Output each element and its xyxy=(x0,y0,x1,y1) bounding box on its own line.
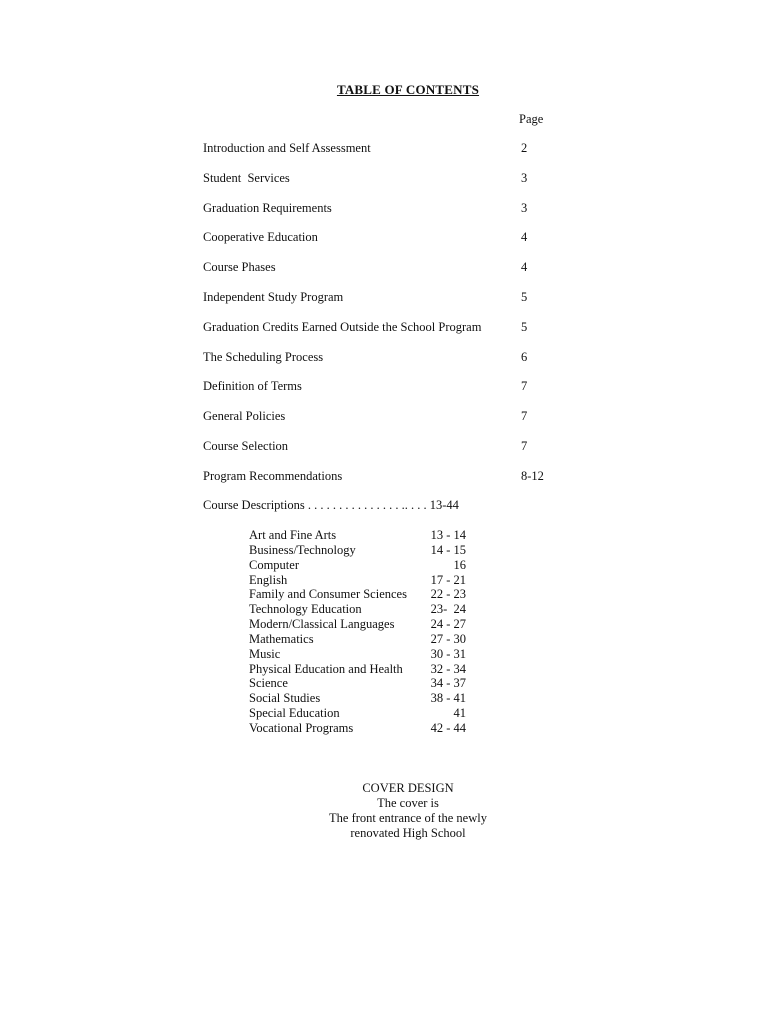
toc-entry xyxy=(203,409,563,439)
course-subject: Vocational Programs xyxy=(249,720,354,735)
course-pages: 30 - 31 xyxy=(430,646,466,661)
toc-entry xyxy=(203,439,563,469)
course-description-item xyxy=(249,558,479,573)
toc-entry-page: 3 xyxy=(521,200,528,215)
course-pages: 13 - 14 xyxy=(430,528,466,542)
course-descriptions-heading: Course Descriptions . . . . . . . . . . . . . . . .. . . . 13-44 xyxy=(203,498,459,512)
course-description-item xyxy=(249,676,479,691)
toc-entry xyxy=(203,379,563,409)
course-subject: Computer xyxy=(249,557,299,572)
course-subject: Mathematics xyxy=(249,631,314,646)
toc-entry-page: 2 xyxy=(521,141,528,155)
toc-entry-title: Graduation Credits Earned Outside the School Program xyxy=(203,319,482,334)
toc-entry xyxy=(203,171,563,201)
toc-entry xyxy=(203,141,563,171)
course-subject: Technology Education xyxy=(249,602,362,617)
toc-entry-title: Course Selection xyxy=(203,438,289,453)
toc-entry xyxy=(203,320,563,350)
toc-list xyxy=(203,141,563,499)
toc-entry-page: 5 xyxy=(521,289,528,304)
toc-entry-title: Cooperative Education xyxy=(203,230,318,245)
cover-design-note xyxy=(0,781,770,841)
course-description-item xyxy=(249,587,479,602)
course-description-item xyxy=(249,602,479,617)
course-description-item xyxy=(249,662,479,677)
course-subject: Science xyxy=(249,676,288,691)
cover-design-line: The front entrance of the newly xyxy=(329,811,487,825)
toc-entry-title: Program Recommendations xyxy=(203,468,343,483)
toc-entry xyxy=(203,230,563,260)
course-subject: Family and Consumer Sciences xyxy=(249,587,407,602)
toc-entry-page: 7 xyxy=(521,438,528,453)
course-subject: Modern/Classical Languages xyxy=(249,617,395,632)
toc-entry-title: Independent Study Program xyxy=(203,289,344,304)
course-pages: 41 xyxy=(453,706,466,721)
course-pages: 23- 24 xyxy=(430,602,466,617)
toc-entry-page: 7 xyxy=(521,379,528,394)
course-description-item xyxy=(249,721,479,736)
course-pages: 34 - 37 xyxy=(430,676,466,691)
toc-entry xyxy=(203,260,563,290)
course-subject: Physical Education and Health xyxy=(249,661,403,676)
cover-design-heading: COVER DESIGN xyxy=(362,781,454,795)
course-description-item xyxy=(249,632,479,647)
document-title: TABLE OF CONTENTS xyxy=(336,82,480,97)
toc-entry-page: 7 xyxy=(521,409,528,424)
course-pages: 14 - 15 xyxy=(430,542,466,557)
course-subject: English xyxy=(249,572,288,587)
course-description-item xyxy=(249,543,479,558)
course-description-item xyxy=(249,528,479,543)
course-description-item xyxy=(249,617,479,632)
course-subject: Business/Technology xyxy=(249,542,356,557)
course-pages: 22 - 23 xyxy=(430,587,466,602)
toc-entry xyxy=(203,469,563,499)
course-subject: Music xyxy=(249,646,281,661)
course-pages: 38 - 41 xyxy=(430,691,466,706)
course-descriptions-list xyxy=(249,528,479,736)
toc-entry-title: Graduation Requirements xyxy=(203,200,332,215)
course-pages: 42 - 44 xyxy=(430,720,466,735)
course-pages: 24 - 27 xyxy=(430,617,466,632)
course-pages: 32 - 34 xyxy=(430,661,466,676)
toc-entry-page: 5 xyxy=(521,319,528,334)
toc-entry-page: 8-12 xyxy=(521,468,544,483)
toc-entry-title: Course Phases xyxy=(203,260,276,275)
page-column-header: Page xyxy=(519,112,544,126)
cover-design-line: The cover is xyxy=(377,796,439,810)
toc-entry xyxy=(203,290,563,320)
course-pages: 27 - 30 xyxy=(430,631,466,646)
toc-entry-page: 6 xyxy=(521,349,528,364)
course-subject: Special Education xyxy=(249,706,340,721)
course-subject: Social Studies xyxy=(249,691,321,706)
course-pages: 16 xyxy=(453,557,466,572)
course-description-item xyxy=(249,691,479,706)
course-description-item xyxy=(249,647,479,662)
toc-entry xyxy=(203,350,563,380)
toc-entry xyxy=(203,201,563,231)
toc-entry-title: General Policies xyxy=(203,409,286,424)
cover-design-line: renovated High School xyxy=(350,826,466,840)
toc-entry-page: 4 xyxy=(521,260,528,275)
toc-entry-page: 4 xyxy=(521,230,528,245)
toc-entry-title: The Scheduling Process xyxy=(203,349,324,364)
course-description-item xyxy=(249,573,479,588)
course-pages: 17 - 21 xyxy=(430,572,466,587)
toc-entry-title: Introduction and Self Assessment xyxy=(203,141,371,155)
course-description-item xyxy=(249,706,479,721)
toc-entry-page: 3 xyxy=(521,170,528,185)
toc-entry-title: Definition of Terms xyxy=(203,379,302,394)
toc-entry-title: Student Services xyxy=(203,170,290,185)
course-subject: Art and Fine Arts xyxy=(249,528,337,542)
